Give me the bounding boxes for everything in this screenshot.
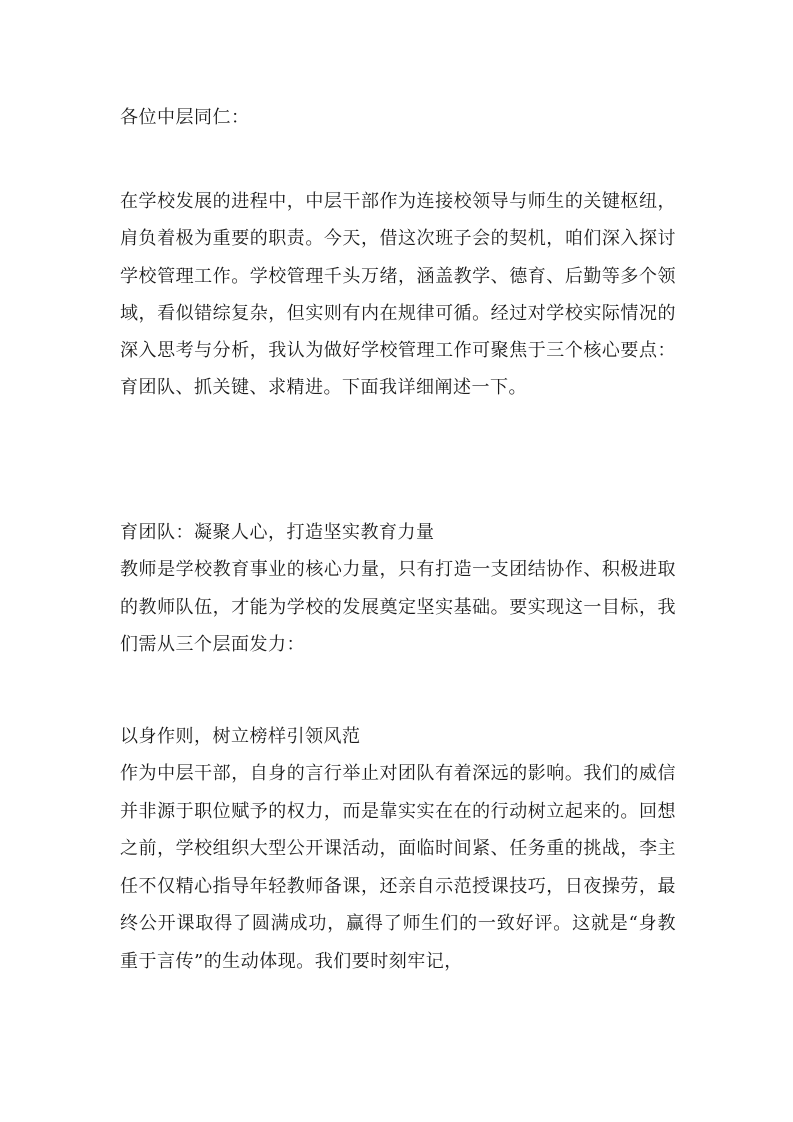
intro-paragraph: 在学校发展的进程中，中层干部作为连接校领导与师生的关键枢纽，肩负着极为重要的职责。今天，借这次班子会的契机，咱们深入探讨学校管理工作。学校管理千头万绪，涵盖教学、德育、后勤等多个领域，看似错综复杂，但实则有内在规律可循。经过对学校实际情况的深入思考与分析，我认为做好学校管理工作可聚焦于三个核心要点：育团队、抓关键、求精进。下面我详细阐述一下。 bbox=[120, 191, 676, 399]
salutation: 各位中层同仁： bbox=[120, 107, 250, 128]
section-paragraph: 教师是学校教育事业的核心力量，只有打造一支团结协作、积极进取的教师队伍，才能为学校的发展奠定坚实基础。要实现这一目标，我们需从三个层面发力： bbox=[120, 559, 676, 655]
subsection-paragraph: 作为中层干部，自身的言行举止对团队有着深远的影响。我们的威信并非源于职位赋予的权力，而是靠实实在在的行动树立起来的。回想之前，学校组织大型公开课活动，面临时间紧、任务重的挑战，李主任不仅精心指导年轻教师备课，还亲自示范授课技巧，日夜操劳，最终公开课取得了圆满成功，赢得了师生们的一致好评。这就是“身教重于言传”的生动体现。我们要时刻牢记， bbox=[120, 763, 676, 972]
subsection-heading: 以身作则，树立榜样引领风范 bbox=[120, 726, 361, 747]
section-heading: 育团队：凝聚人心，打造坚实教育力量 bbox=[120, 522, 435, 543]
